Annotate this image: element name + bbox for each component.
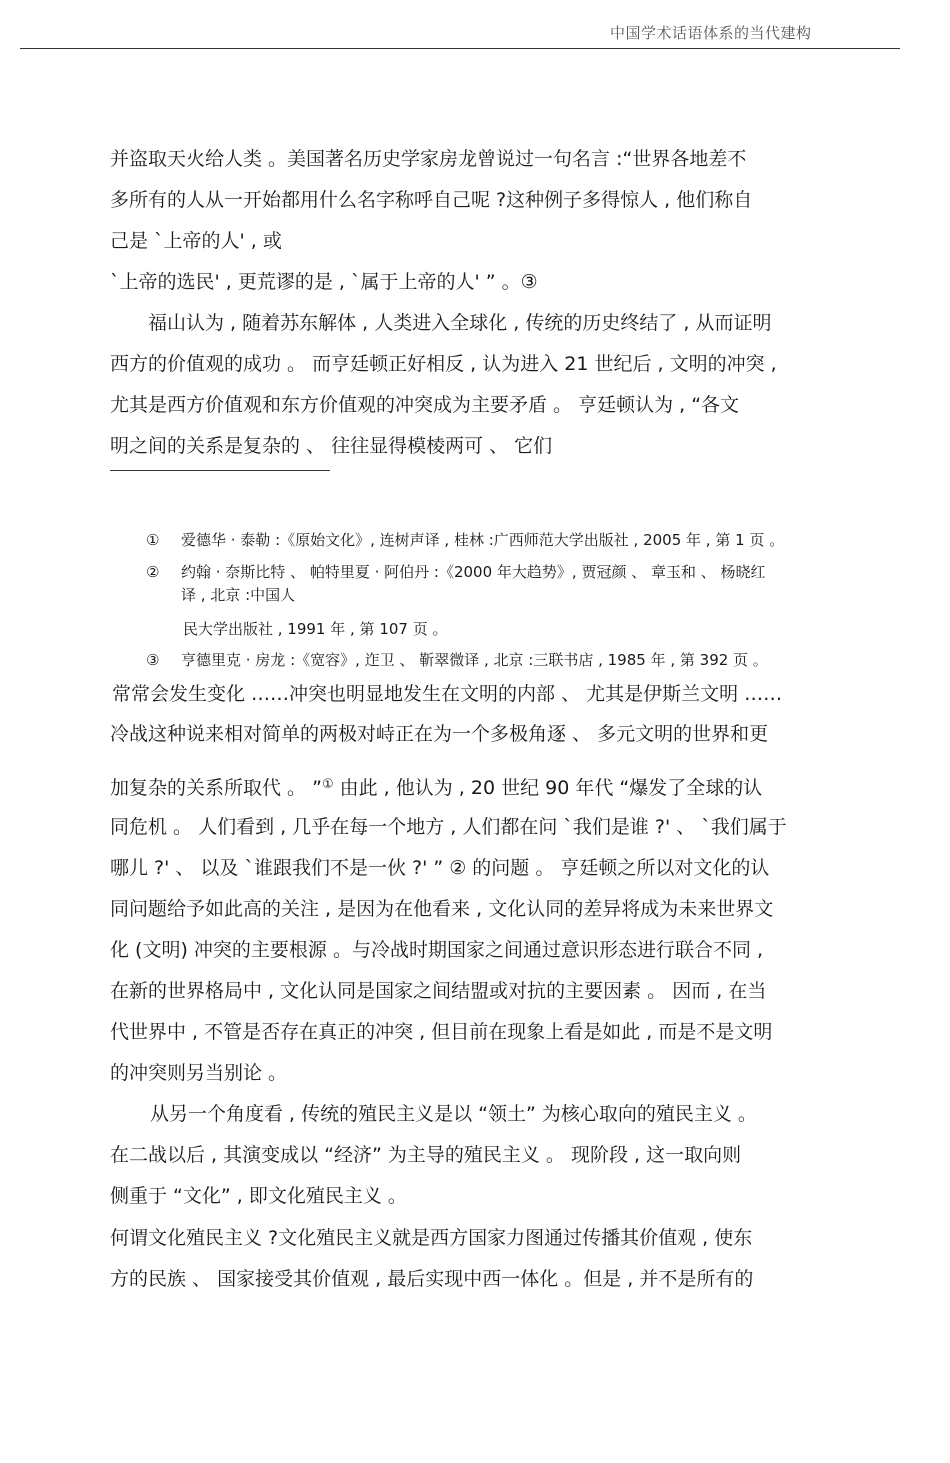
text-line: 从另一个角度看 , 传统的殖民主义是以 “领土” 为核心取向的殖民主义 。 <box>150 1103 757 1125</box>
text-line: 在二战以后 , 其演变成以 “经济” 为主导的殖民主义 。 现阶段 , 这一取向则 <box>110 1144 742 1166</box>
text-segment: 由此 , 他认为 , 20 世纪 90 年代 “爆发了全球的认 <box>333 777 763 799</box>
text-line: 己是 `上帝的人' , 或 <box>110 230 282 252</box>
footnote-text: 译 , 北京 :中国人 <box>181 586 296 604</box>
text-segment: 加复杂的关系所取代 。 ” <box>110 777 322 799</box>
text-line: 常常会发生变化 ……冲突也明显地发生在文明的内部 、 尤其是伊斯兰文明 …… <box>112 683 783 705</box>
text-line: 冷战这种说来相对简单的两极对峙正在为一个多极角逐 、 多元文明的世界和更 <box>110 723 769 745</box>
text-line: 化 (文明) 冲突的主要根源 。与冷战时期国家之间通过意识形态进行联合不同 , <box>110 939 764 961</box>
text-line: 并盗取天火给人类 。美国著名历史学家房龙曾说过一句名言 :“世界各地差不 <box>110 148 747 170</box>
footnote-text: 民大学出版社 , 1991 年 , 第 107 页 。 <box>183 620 448 638</box>
text-line <box>110 773 762 800</box>
text-line: 尤其是西方价值观和东方价值观的冲突成为主要矛盾 。 亨廷顿认为 , “各文 <box>110 394 740 416</box>
text-line: 明之间的关系是复杂的 、 往往显得模棱两可 、 它们 <box>110 435 553 457</box>
footnote-number: ③ <box>146 651 160 669</box>
text-line: 方的民族 、 国家接受其价值观 , 最后实现中西一体化 。但是 , 并不是所有的 <box>110 1268 754 1290</box>
text-line: 侧重于 “文化” , 即文化殖民主义 。 <box>110 1185 407 1207</box>
text-line: 何谓文化殖民主义 ?文化殖民主义就是西方国家力图通过传播其价值观 , 使东 <box>110 1227 753 1249</box>
text-line: `上帝的选民' , 更荒谬的是 , `属于上帝的人' ” 。③ <box>110 271 538 293</box>
text-line: 西方的价值观的成功 。 而亨廷顿正好相反 , 认为进入 21 世纪后 , 文明的冲突 , <box>110 353 777 375</box>
footnote-number: ① <box>146 531 160 549</box>
text-line: 同问题给予如此高的关注 , 是因为在他看来 , 文化认同的差异将成为未来世界文 <box>110 898 774 920</box>
running-header-title: 中国学术话语体系的当代建构 <box>610 24 812 42</box>
text-line: 同危机 。 人们看到 , 几乎在每一个地方 , 人们都在问 `我们是谁 ?' 、 `我们属于 <box>110 816 787 838</box>
text-line: 的冲突则另当别论 。 <box>110 1062 288 1084</box>
footnote-text: 约翰 · 奈斯比特 、 帕特里夏 · 阿伯丹 :《2000 年大趋势》, 贾冠颜 、 章玉和 、 杨晓红 <box>181 563 766 581</box>
text-line: 多所有的人从一开始都用什么名字称呼自己呢 ?这种例子多得惊人 , 他们称自 <box>110 189 753 211</box>
footnote-divider <box>110 470 330 471</box>
text-line: 哪儿 ?' 、 以及 `谁跟我们不是一伙 ?' ” ② 的问题 。 亨廷顿之所以对文化的认 <box>110 857 770 879</box>
footnote-reference: ① <box>321 777 334 792</box>
text-line: 福山认为 , 随着苏东解体 , 人类进入全球化 , 传统的历史终结了 , 从而证明 <box>148 312 772 334</box>
footnote-text: 亨德里克 · 房龙 :《宽容》, 迮卫 、 靳翠微译 , 北京 :三联书店 , 1985 年 , 第 392 页 。 <box>181 651 768 669</box>
text-line: 在新的世界格局中 , 文化认同是国家之间结盟或对抗的主要因素 。 因而 , 在当 <box>110 980 767 1002</box>
header-divider <box>20 48 900 49</box>
footnote-text: 爱德华 · 泰勒 :《原始文化》, 连树声译 , 桂林 :广西师范大学出版社 , 2005 年 , 第 1 页 。 <box>181 531 785 549</box>
text-line: 代世界中 , 不管是否存在真正的冲突 , 但目前在现象上看是如此 , 而是不是文明 <box>110 1021 773 1043</box>
footnote-number: ② <box>146 563 160 581</box>
